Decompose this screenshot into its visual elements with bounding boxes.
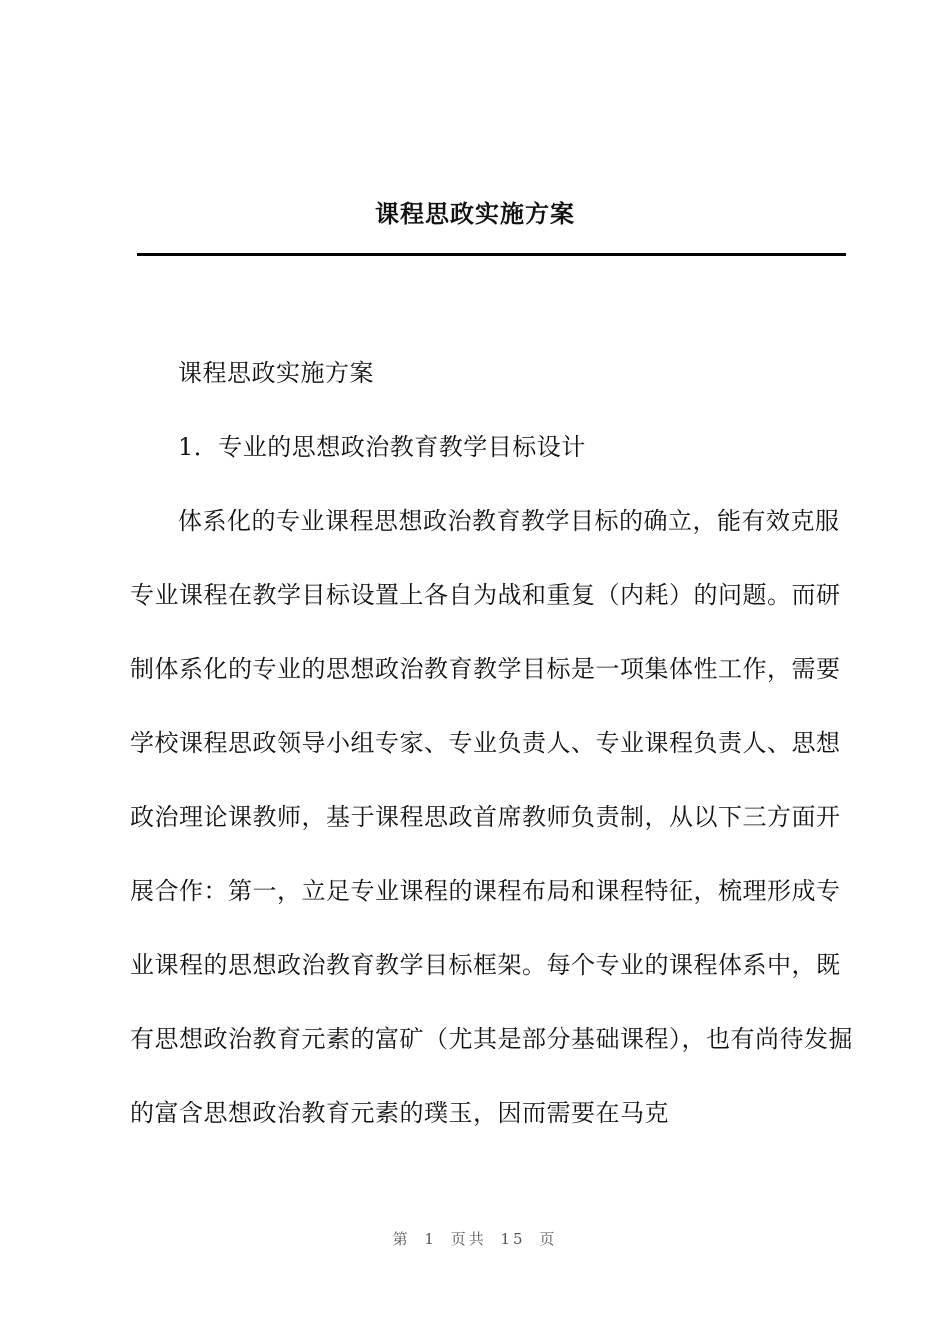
document-title: 课程思政实施方案 — [375, 199, 575, 228]
title-divider — [137, 253, 846, 256]
paragraph-heading: 课程思政实施方案 — [178, 359, 374, 387]
paragraph-section-title: 1．专业的思想政治教育教学目标设计 — [178, 433, 586, 461]
page-number-footer: 第 1 页共 15 页 — [392, 1230, 558, 1248]
paragraph-body: 体系化的专业课程思想政治教育教学目标的确立，能有效克服专业课程在教学目标设置上各自为战和重复（内耗）的问题。而研制体系化的专业的思想政治教育教学目标是一项集体性工作，需要学校课程思政领导小组专家、专业负责人、专业课程负责人、思想政治理论课教师，基于课程思政首席教师负责制，从以下三方面开展合作：第一，立足专业课程的课程布局和课程特征，梳理形成专业课程的思想政治教育教学目标框架。每个专业的课程体系中，既有思想政治教育元素的富矿（尤其是部分基础课程），也有尚待发掘的富含思想政治教育元素的璞玉，因而需要在马克 — [130, 507, 853, 1127]
document-body — [130, 336, 860, 1150]
